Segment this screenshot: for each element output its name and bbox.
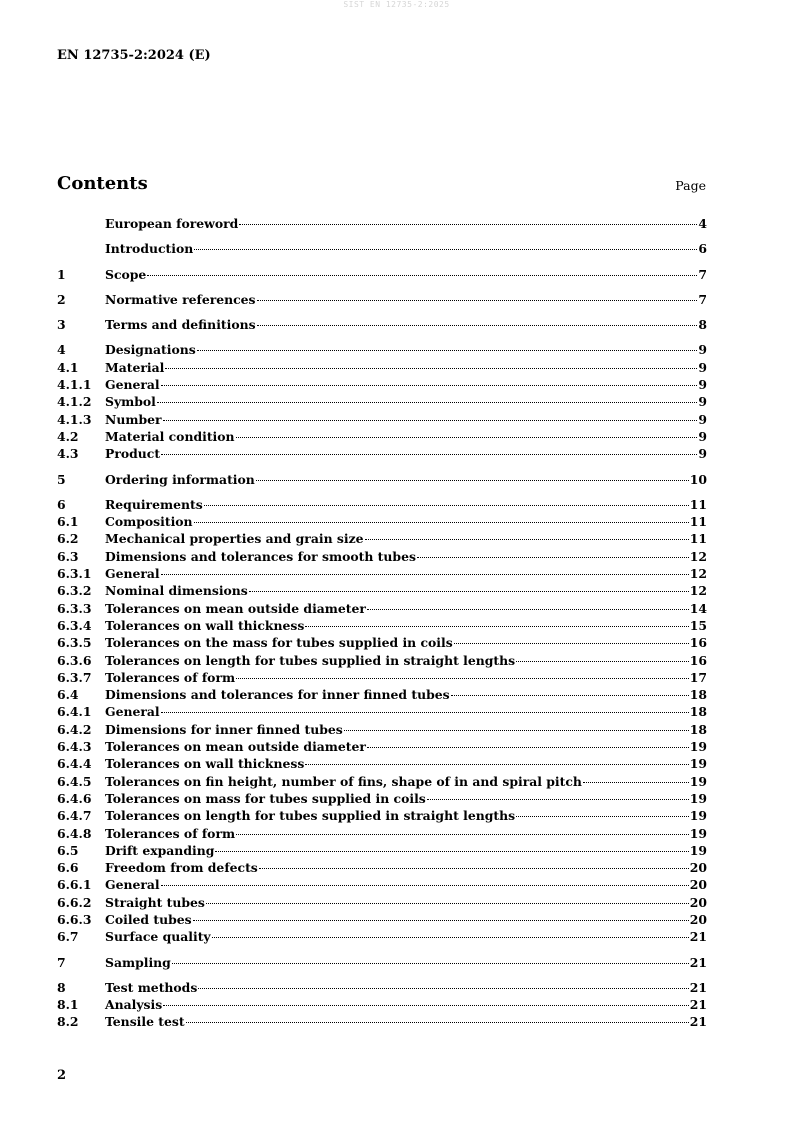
toc-entry-number: 3 (57, 317, 66, 333)
toc-entry-title: Tolerances on wall thickness (105, 756, 305, 772)
toc-entry[interactable] (57, 376, 707, 393)
toc-leader-dots (198, 988, 688, 989)
toc-entry-title: Tolerances on mean outside diameter (105, 600, 366, 616)
toc-leader-dots (163, 420, 698, 421)
toc-leader-dots (194, 522, 689, 523)
toc-entry[interactable] (57, 911, 707, 928)
toc-entry-title: Product (105, 446, 161, 462)
document-id: EN 12735-2:2024 (E) (57, 48, 211, 63)
toc-entry[interactable] (57, 445, 707, 462)
toc-leader-dots (193, 920, 689, 921)
toc-leader-dots (147, 275, 697, 276)
toc-leader-dots (215, 851, 688, 852)
toc-leader-dots (516, 661, 689, 662)
toc-leader-dots (305, 764, 688, 765)
toc-entry[interactable] (57, 600, 707, 617)
toc-entry-title: Tolerances of form (105, 669, 236, 685)
toc-entry-page: 21 (689, 1014, 707, 1030)
toc-leader-dots (165, 368, 697, 369)
toc-entry[interactable] (57, 215, 707, 232)
toc-entry-number: 6.5 (57, 842, 79, 858)
contents-heading: Contents (57, 173, 148, 194)
toc-leader-dots (516, 816, 689, 817)
toc-entry-number: 4.1.2 (57, 394, 92, 410)
toc-entry-page: 10 (689, 471, 707, 487)
toc-entry-title: Normative references (105, 291, 256, 307)
toc-entry-page: 9 (698, 342, 707, 358)
toc-entry-title: Tensile test (105, 1014, 185, 1030)
toc-entry-page: 7 (698, 291, 707, 307)
toc-entry-number: 6.6 (57, 860, 79, 876)
toc-entry-page: 21 (689, 929, 707, 945)
toc-entry[interactable] (57, 291, 707, 308)
toc-entry-title: European foreword (105, 216, 239, 231)
toc-entry-page: 7 (698, 266, 707, 282)
toc-leader-dots (157, 402, 697, 403)
toc-entry-title: Drift expanding (105, 842, 215, 858)
toc-entry-page: 9 (698, 411, 707, 427)
toc-leader-dots (194, 249, 697, 250)
toc-entry-page: 20 (689, 894, 707, 910)
toc-leader-dots (367, 609, 689, 610)
toc-entry-page: 18 (689, 721, 707, 737)
toc-entry[interactable] (57, 996, 707, 1013)
toc-entry-page: 19 (689, 739, 707, 755)
toc-entry[interactable] (57, 807, 707, 824)
toc-leader-dots (161, 574, 689, 575)
toc-entry-title: Material (105, 359, 165, 375)
toc-entry-title: Tolerances on wall thickness (105, 617, 305, 633)
toc-entry[interactable] (57, 894, 707, 911)
toc-leader-dots (257, 325, 698, 326)
toc-entry-page: 19 (689, 842, 707, 858)
toc-entry-number: 4.1.3 (57, 411, 92, 427)
toc-leader-dots (212, 937, 689, 938)
toc-leader-dots (249, 591, 689, 592)
toc-entry-page: 9 (698, 377, 707, 393)
toc-leader-dots (365, 539, 689, 540)
toc-entry[interactable] (57, 825, 707, 842)
toc-entry-number: 4.1 (57, 359, 79, 375)
toc-entry-number: 6.6.1 (57, 877, 92, 893)
toc-entry-number: 5 (57, 471, 66, 487)
toc-entry-number: 6 (57, 496, 66, 512)
toc-entry[interactable] (57, 266, 707, 283)
toc-leader-dots (259, 868, 689, 869)
toc-entry-title: Composition (105, 514, 193, 530)
toc-entry-number: 2 (57, 291, 66, 307)
page-column-label: Page (675, 178, 706, 193)
toc-entry-title: Dimensions and tolerances for inner finned tubes (105, 687, 450, 703)
toc-entry-number: 6.4.6 (57, 790, 92, 806)
toc-leader-dots (367, 747, 689, 748)
toc-entry-title: Tolerances on length for tubes supplied in straight lengths (105, 652, 516, 668)
toc-entry[interactable] (57, 954, 707, 971)
toc-entry[interactable] (57, 240, 707, 257)
toc-entry-number: 6.4.2 (57, 721, 92, 737)
toc-entry-title: Mechanical properties and grain size (105, 531, 364, 547)
toc-entry-page: 15 (689, 617, 707, 633)
toc-entry-page: 17 (689, 669, 707, 685)
toc-leader-dots (161, 385, 698, 386)
toc-entry-number: 6.3.5 (57, 635, 92, 651)
toc-leader-dots (454, 643, 689, 644)
toc-entry-title: Tolerances on mean outside diameter (105, 739, 366, 755)
toc-leader-dots (305, 626, 688, 627)
toc-entry[interactable] (57, 548, 707, 565)
toc-leader-dots (236, 834, 689, 835)
toc-entry-title: Terms and definitions (105, 317, 256, 333)
toc-entry-page: 9 (698, 394, 707, 410)
toc-entry-title: Tolerances on mass for tubes supplied in coils (105, 790, 426, 806)
toc-entry[interactable] (57, 617, 707, 634)
toc-entry-page: 18 (689, 687, 707, 703)
toc-entry[interactable] (57, 393, 707, 410)
toc-leader-dots (427, 799, 689, 800)
toc-entry-title: Symbol (105, 394, 156, 410)
toc-entry-title: General (105, 877, 160, 893)
toc-entry-page: 19 (689, 808, 707, 824)
toc-entry-number: 6.6.2 (57, 894, 92, 910)
toc-entry-title: Dimensions and tolerances for smooth tubes (105, 548, 416, 564)
toc-entry-page: 9 (698, 359, 707, 375)
toc-entry-title: Ordering information (105, 471, 255, 487)
toc-entry-number: 6.4.7 (57, 808, 92, 824)
toc-entry-number: 6.1 (57, 514, 79, 530)
toc-entry[interactable] (57, 1013, 707, 1030)
toc-entry-page: 19 (689, 825, 707, 841)
toc-entry[interactable] (57, 979, 707, 996)
toc-entry-title: General (105, 704, 160, 720)
toc-leader-dots (239, 224, 697, 225)
toc-entry-title: Surface quality (105, 929, 211, 945)
toc-entry[interactable] (57, 634, 707, 651)
toc-entry[interactable] (57, 859, 707, 876)
toc-entry[interactable] (57, 341, 707, 358)
toc-entry-number: 6.4.3 (57, 739, 92, 755)
toc-entry-title: Analysis (105, 997, 163, 1013)
table-of-contents (57, 215, 707, 1031)
toc-entry-number: 4.3 (57, 446, 79, 462)
toc-entry-title: Number (105, 411, 162, 427)
toc-entry-page: 21 (689, 997, 707, 1013)
toc-entry-number: 6.3.2 (57, 583, 92, 599)
toc-entry-page: 19 (689, 756, 707, 772)
toc-entry-page: 6 (698, 241, 707, 257)
toc-entry-page: 12 (689, 548, 707, 564)
toc-entry[interactable] (57, 721, 707, 738)
toc-entry[interactable] (57, 316, 707, 333)
toc-entry-page: 9 (698, 446, 707, 462)
toc-entry-number: 6.3.1 (57, 566, 92, 582)
toc-entry-number: 6.7 (57, 929, 79, 945)
toc-entry[interactable] (57, 842, 707, 859)
toc-entry-page: 8 (698, 317, 707, 333)
toc-leader-dots (206, 903, 689, 904)
toc-entry-page: 19 (689, 790, 707, 806)
toc-entry-number: 6.6.3 (57, 911, 92, 927)
watermark: SIST EN 12735-2:2025 (343, 0, 450, 9)
toc-entry-number: 1 (57, 266, 66, 282)
toc-entry-page: 20 (689, 911, 707, 927)
toc-entry-title: Tolerances of form (105, 825, 236, 841)
toc-entry-page: 11 (689, 514, 707, 530)
toc-entry-page: 21 (689, 954, 707, 970)
toc-leader-dots (344, 730, 689, 731)
toc-leader-dots (417, 557, 689, 558)
toc-entry-title: Nominal dimensions (105, 583, 248, 599)
toc-entry[interactable] (57, 359, 707, 376)
toc-leader-dots (161, 454, 697, 455)
toc-entry-number: 8.2 (57, 1014, 79, 1030)
toc-entry-page: 12 (689, 583, 707, 599)
toc-entry[interactable] (57, 471, 707, 488)
toc-entry-number: 6.4.8 (57, 825, 92, 841)
toc-leader-dots (257, 300, 698, 301)
toc-entry[interactable] (57, 928, 707, 945)
toc-entry[interactable] (57, 582, 707, 599)
toc-entry-page: 18 (689, 704, 707, 720)
toc-entry-title: General (105, 377, 160, 393)
toc-entry-page: 21 (689, 979, 707, 995)
toc-leader-dots (204, 505, 689, 506)
toc-entry-title: Straight tubes (105, 894, 205, 910)
toc-entry-number: 8.1 (57, 997, 79, 1013)
toc-leader-dots (161, 885, 689, 886)
toc-entry[interactable] (57, 530, 707, 547)
toc-entry-title: Introduction (105, 241, 194, 257)
toc-leader-dots (197, 350, 698, 351)
toc-entry-page: 4 (698, 216, 707, 231)
toc-entry[interactable] (57, 790, 707, 807)
toc-leader-dots (451, 695, 689, 696)
toc-entry-title: Tolerances on length for tubes supplied in straight lengths (105, 808, 516, 824)
toc-entry[interactable] (57, 876, 707, 893)
toc-entry[interactable] (57, 755, 707, 772)
toc-leader-dots (172, 963, 689, 964)
toc-entry-number: 8 (57, 979, 66, 995)
toc-entry-number: 4 (57, 342, 66, 358)
toc-entry[interactable] (57, 738, 707, 755)
toc-entry[interactable] (57, 428, 707, 445)
toc-entry-number: 6.2 (57, 531, 79, 547)
toc-entry[interactable] (57, 652, 707, 669)
toc-entry-number: 6.3.6 (57, 652, 92, 668)
toc-entry-title: Designations (105, 342, 196, 358)
toc-entry-title: Material condition (105, 428, 235, 444)
toc-entry[interactable] (57, 496, 707, 513)
toc-entry-number: 6.4.5 (57, 773, 92, 789)
toc-entry-page: 16 (689, 652, 707, 668)
toc-entry-number: 4.2 (57, 428, 79, 444)
toc-entry-title: Requirements (105, 496, 203, 512)
toc-leader-dots (186, 1022, 689, 1023)
toc-entry[interactable] (57, 703, 707, 720)
toc-entry-number: 6.4 (57, 687, 79, 703)
toc-entry-number: 6.3.3 (57, 600, 92, 616)
toc-entry-title: Dimensions for inner finned tubes (105, 721, 343, 737)
toc-entry-number: 4.1.1 (57, 377, 92, 393)
toc-entry-page: 19 (689, 773, 707, 789)
toc-entry-title: Freedom from defects (105, 860, 258, 876)
toc-entry[interactable] (57, 411, 707, 428)
toc-leader-dots (236, 678, 689, 679)
toc-entry-page: 20 (689, 877, 707, 893)
toc-entry-number: 6.3.7 (57, 669, 92, 685)
toc-entry-title: Tolerances on the mass for tubes supplied in coils (105, 635, 453, 651)
toc-entry-number: 6.3.4 (57, 617, 92, 633)
toc-entry[interactable] (57, 686, 707, 703)
toc-entry-page: 11 (689, 496, 707, 512)
toc-entry-page: 9 (698, 428, 707, 444)
toc-leader-dots (163, 1005, 689, 1006)
toc-entry-page: 20 (689, 860, 707, 876)
toc-entry[interactable] (57, 773, 707, 790)
toc-entry-title: General (105, 566, 160, 582)
toc-leader-dots (161, 712, 689, 713)
toc-entry-number: 6.4.1 (57, 704, 92, 720)
toc-entry-page: 16 (689, 635, 707, 651)
toc-entry-number: 6.4.4 (57, 756, 92, 772)
toc-entry-title: Test methods (105, 979, 198, 995)
toc-entry[interactable] (57, 513, 707, 530)
toc-leader-dots (256, 480, 689, 481)
toc-entry-number: 7 (57, 954, 66, 970)
toc-entry-page: 12 (689, 566, 707, 582)
toc-entry-number: 6.3 (57, 548, 79, 564)
toc-entry[interactable] (57, 565, 707, 582)
toc-entry-title: Sampling (105, 954, 171, 970)
toc-entry[interactable] (57, 669, 707, 686)
toc-entry-page: 14 (689, 600, 707, 616)
toc-entry-page: 11 (689, 531, 707, 547)
toc-entry-title: Scope (105, 266, 147, 282)
toc-entry-title: Tolerances on fin height, number of fins, shape of in and spiral pitch (105, 773, 582, 789)
toc-leader-dots (583, 782, 689, 783)
toc-leader-dots (236, 437, 698, 438)
page-number: 2 (57, 1068, 67, 1083)
toc-entry-title: Coiled tubes (105, 911, 192, 927)
